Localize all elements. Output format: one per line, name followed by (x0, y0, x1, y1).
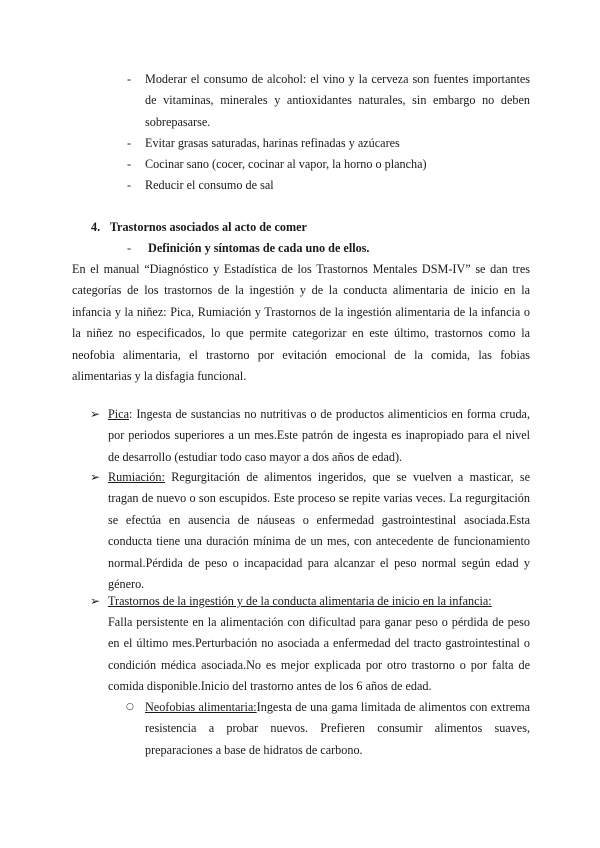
dash-bullet: - (127, 241, 132, 255)
list-item-text: Reducir el consumo de sal (145, 178, 274, 192)
arrow-bullet-icon: ➢ (90, 594, 101, 608)
definition-body: : Ingesta de sustancias no nutritivas o de productos alimenticios en forma cruda, por periodos superiores a un mes.Este patrón de ingesta es inapropiado para el nivel de desarrollo (estudiar todo caso mayor a dos años de edad). (108, 407, 530, 464)
list-item (127, 175, 530, 196)
list-item-text: Moderar el consumo de alcohol: el vino y la cerveza son fuentes importantes de vitaminas, minerales y antioxidantes naturales, sin embargo no deben sobrepasarse. (145, 72, 530, 129)
dash-bullet: - (127, 178, 132, 192)
subheading-text: Definición y síntomas de cada uno de ellos. (148, 241, 370, 255)
list-item (127, 69, 530, 133)
definition-item-rumiacion (90, 467, 530, 595)
definition-term: Rumiación: (108, 470, 165, 484)
intro-paragraph: En el manual “Diagnóstico y Estadística de los Trastornos Mentales DSM-IV” se dan tres categorías de los trastornos de la ingestión y de la conducta alimentaria de inicio en la infancia y la niñez: Pica, Rumiación y Trastornos de la ingestión alimentaria de la infancia o la niñez no especificados, lo que permite categorizar en este último, trastornos como la neofobia alimentaria, el trastorno por evitación emocional de la comida, las fobias alimentarias y la disfagia funcional. (72, 262, 530, 384)
arrow-bullet-icon: ➢ (90, 470, 101, 484)
dash-bullet: - (127, 72, 132, 86)
list-item-text: Cocinar sano (cocer, cocinar al vapor, la horno o plancha) (145, 157, 427, 171)
definition-term: Pica (108, 407, 129, 421)
section-title: Trastornos asociados al acto de comer (109, 220, 307, 234)
section-heading (91, 217, 307, 238)
dash-bullet: - (127, 157, 132, 171)
list-item (127, 133, 530, 154)
definition-body-paragraph: Falla persistente en la alimentación con dificultad para ganar peso o pérdida de peso en el último mes.Perturbación no asociada a enfermedad del tracto gastrointestinal o condición médica asociada.No es mejor explicada por otro trastorno o por falta de comida disponible.Inicio del trastorno antes de los 6 años de edad. (108, 615, 530, 694)
list-item-text: Evitar grasas saturadas, harinas refinadas y azúcares (145, 136, 400, 150)
definition-item-pica (90, 404, 530, 468)
definition-item-trastornos-infancia (90, 591, 530, 612)
list-item (127, 154, 530, 175)
dash-bullet: - (127, 136, 132, 150)
arrow-bullet-icon: ➢ (90, 407, 101, 421)
subitem-neofobias (126, 697, 530, 761)
subheading (127, 238, 369, 259)
circle-bullet-icon: ○ (126, 702, 134, 712)
definition-body: Regurgitación de alimentos ingeridos, que se vuelven a masticar, se tragan de nuevo o son escupidos. Este proceso se repite varias veces. La regurgitación se efectúa en ausencia de náuseas o enfermedad gastrointestinal asociada.Esta conducta tiene una duración mínima de un mes, con antecedente de funcionamiento normal.Pérdida de peso o incapacidad para alcanzar el peso normal según edad y género. (108, 470, 530, 592)
subitem-body: Ingesta de una gama limitada de alimentos con extrema resistencia a probar nuevos. Prefieren consumir alimentos suaves, preparaciones a base de hidratos de carbono. (145, 700, 531, 757)
section-number: 4. (91, 220, 101, 234)
subitem-term: Neofobias alimentaria: (145, 700, 257, 714)
definition-term: Trastornos de la ingestión y de la conducta alimentaria de inicio en la infancia: (108, 594, 492, 608)
